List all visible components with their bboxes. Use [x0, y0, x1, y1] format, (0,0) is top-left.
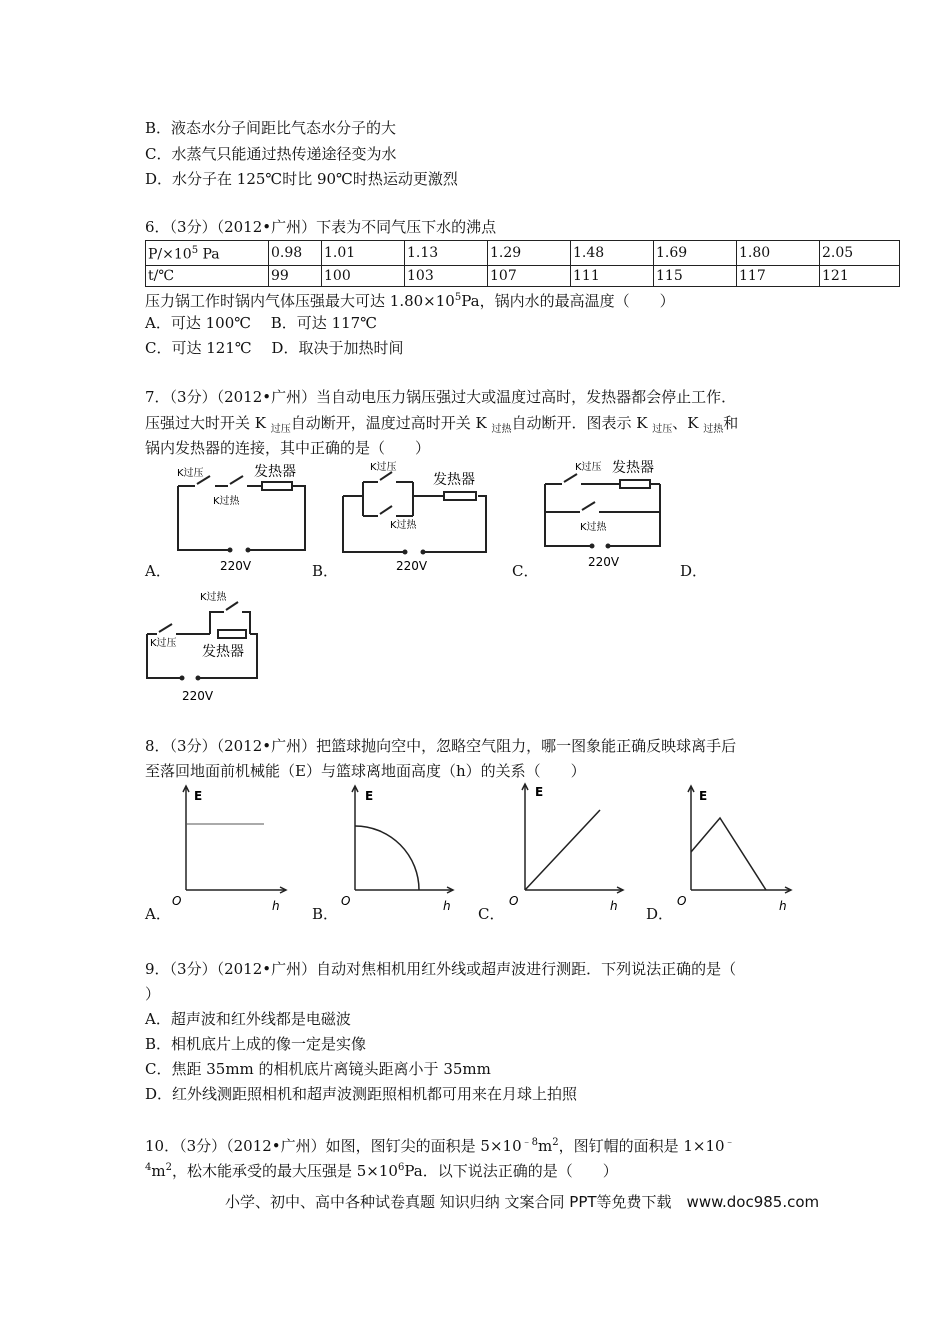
- label-k-heat: K过热: [580, 522, 607, 533]
- label-heater: 发热器: [254, 464, 296, 480]
- label-heater: 发热器: [612, 460, 654, 476]
- q8-option-b: B．: [312, 905, 339, 923]
- table-cell: 111: [571, 265, 654, 286]
- axis-h-label: h: [779, 899, 787, 913]
- q5-option-b: B．液态水分子间距比气态水分子的大: [145, 119, 397, 137]
- boiling-point-table: [145, 240, 900, 287]
- q9-option-d: D．红外线测距照相机和超声波测距照相机都可用来在月球上拍照: [145, 1085, 578, 1103]
- table-cell: 1.80: [737, 241, 820, 266]
- q9-line1: 9．（3分）（2012•广州）自动对焦相机用红外线或超声波进行测距．下列说法正确的是（: [145, 960, 737, 978]
- table-cell: 107: [488, 265, 571, 286]
- label-heater: 发热器: [202, 644, 244, 660]
- q8-line2: 至落回地面前机械能（E）与篮球离地面高度（h）的关系（ ）: [145, 762, 586, 780]
- q7-line2: 压强过大时开关 K $_{过压}$自动断开，温度过高时开关 K $_{过热}$自动断开．图表示 K $_{过压}$、K $_{过热}$和: [145, 414, 739, 435]
- q9-option-b: B．相机底片上成的像一定是实像: [145, 1035, 367, 1053]
- table-cell: 117: [737, 265, 820, 286]
- q6-options-cd: C．可达 121℃ D．取决于加热时间: [145, 339, 404, 357]
- table-cell: 2.05: [820, 241, 900, 266]
- q6-options-ab: A．可达 100℃ B．可达 117℃: [145, 314, 377, 332]
- origin-label: O: [677, 894, 687, 908]
- circuit-diagram-a: [170, 462, 310, 572]
- label-k-press: K过压: [370, 462, 397, 473]
- axis-h-label: h: [610, 899, 618, 913]
- origin-label: O: [172, 894, 182, 908]
- table-cell: 1.01: [322, 241, 405, 266]
- table-cell: 0.98: [269, 241, 322, 266]
- label-k-press: K过压: [575, 462, 602, 473]
- q7-option-d: D．: [680, 562, 708, 580]
- table-cell: 1.29: [488, 241, 571, 266]
- table-cell: 115: [654, 265, 737, 286]
- table-cell: 1.13: [405, 241, 488, 266]
- q6-question: 压力锅工作时锅内气体压强最大可达 $1.80\times 10^5Pa$，锅内水的最高温度（ ）: [145, 292, 675, 310]
- label-voltage: 220V: [396, 559, 428, 573]
- q8-option-d: D．: [646, 905, 674, 923]
- axis-e-label: E: [535, 785, 544, 799]
- q9-option-c: C．焦距 35mm 的相机底片离镜头距离小于 35mm: [145, 1060, 491, 1078]
- origin-label: O: [341, 894, 351, 908]
- label-k-heat: K过热: [213, 496, 240, 507]
- label-voltage: 220V: [220, 559, 252, 573]
- label-heater: 发热器: [433, 472, 475, 488]
- table-cell: 103: [405, 265, 488, 286]
- q7-line3: 锅内发热器的连接，其中正确的是（ ）: [145, 439, 431, 457]
- page-footer: 小学、初中、高中各种试卷真题 知识归纳 文案合同 PPT等免费下载 www.doc985.com: [225, 1193, 820, 1211]
- table-row-pressure: [146, 241, 900, 266]
- q9-option-a: A．超声波和红外线都是电磁波: [145, 1010, 351, 1028]
- q7-option-a: A．: [145, 562, 171, 580]
- energy-graph-d: [673, 782, 798, 912]
- label-voltage: 220V: [588, 555, 620, 569]
- circuit-diagram-d: [142, 588, 267, 703]
- table-cell: 99: [269, 265, 322, 286]
- energy-graph-c: [505, 780, 630, 913]
- q8-line1: 8．（3分）（2012•广州）把篮球抛向空中，忽略空气阻力，哪一图象能正确反映球离手后: [145, 737, 737, 755]
- table-cell: 100: [322, 265, 405, 286]
- energy-graph-b: [335, 782, 460, 912]
- origin-label: O: [509, 894, 519, 908]
- q10-line1: 10．（3分）（2012•广州）如图，图钉尖的面积是 $5\times 10^{﹣8}m^2$，图钉帽的面积是 1×10﹣: [145, 1137, 735, 1155]
- table-header-pressure: $P/\times 10^5$ Pa: [146, 241, 269, 266]
- q10-line2: $^4m^2$，松木能承受的最大压强是 $5\times 10^6Pa$．以下说法正确的是（ ）: [145, 1162, 618, 1180]
- q9-line2: ）: [145, 985, 161, 1003]
- q7-option-c: C．: [512, 562, 539, 580]
- table-header-temperature: t/℃: [146, 265, 269, 286]
- q7-line1: 7．（3分）（2012•广州）当自动电压力锅压强过大或温度过高时，发热器都会停止工作．: [145, 388, 737, 406]
- label-k-press: K过压: [177, 468, 204, 479]
- axis-e-label: E: [699, 789, 708, 803]
- axis-e-label: E: [365, 789, 374, 803]
- axis-h-label: h: [443, 899, 451, 913]
- label-voltage: 220V: [182, 689, 214, 703]
- q5-option-d: D．水分子在 125℃时比 90℃时热运动更激烈: [145, 170, 458, 188]
- energy-graph-a: [168, 782, 293, 912]
- axis-h-label: h: [272, 899, 280, 913]
- circuit-diagram-b: [338, 460, 498, 575]
- circuit-diagram-c: [540, 458, 670, 570]
- q5-option-c: C．水蒸气只能通过热传递途径变为水: [145, 145, 397, 163]
- table-cell: 121: [820, 265, 900, 286]
- label-k-heat: K过热: [200, 592, 227, 603]
- table-cell: 1.48: [571, 241, 654, 266]
- table-cell: 1.69: [654, 241, 737, 266]
- q8-option-c: C．: [478, 905, 505, 923]
- label-k-heat: K过热: [390, 520, 417, 531]
- q6-stem: 6．（3分）（2012•广州）下表为不同气压下水的沸点: [145, 218, 497, 236]
- label-k-press: K过压: [150, 638, 177, 649]
- table-row-temperature: [146, 265, 900, 286]
- q8-option-a: A．: [145, 905, 171, 923]
- axis-e-label: E: [194, 789, 203, 803]
- q7-option-b: B．: [312, 562, 339, 580]
